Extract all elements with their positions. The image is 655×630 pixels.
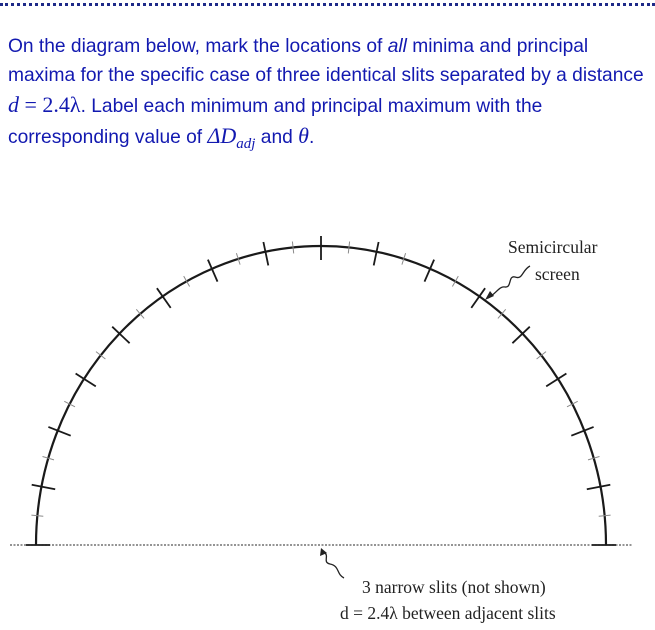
delta-d-subscript: adj <box>236 136 256 152</box>
screen-tick-mark <box>512 327 529 344</box>
screen-pointer-arrow <box>488 266 530 298</box>
screen-tick-mark <box>348 242 349 254</box>
question-end: . <box>308 127 315 148</box>
screen-tick-marks <box>26 236 616 545</box>
screen-tick-mark <box>31 515 43 516</box>
question-part-1: On the diagram below, mark the locations of <box>8 36 388 57</box>
theta-symbol: θ <box>298 123 309 148</box>
question-and: and <box>255 127 299 148</box>
slits-label-line1: 3 narrow slits (not shown) <box>362 577 546 597</box>
screen-tick-mark <box>112 327 129 344</box>
d-value: = 2.4λ <box>19 92 81 117</box>
question-emphasis-all: all <box>387 36 407 57</box>
semicircular-screen <box>36 246 606 545</box>
d-symbol: d <box>8 92 19 117</box>
screen-tick-mark <box>263 242 268 265</box>
question-part-3: . Label each minimum and principal maximum with the corresponding value of <box>8 96 543 148</box>
question-part-2: minima and principal maxima for the specific case of three identical slits separated by a distance <box>8 36 644 86</box>
screen-tick-mark <box>32 485 56 490</box>
slits-pointer-arrow <box>324 552 344 578</box>
delta-d-symbol: ΔD <box>207 123 237 148</box>
screen-tick-mark <box>587 485 611 490</box>
screen-pointer-arrowhead <box>485 291 494 300</box>
slits-label-line2: d = 2.4λ between adjacent slits <box>340 603 556 623</box>
screen-label-line2: screen <box>535 264 580 284</box>
screen-tick-mark <box>292 242 293 254</box>
screen-tick-mark <box>599 515 611 516</box>
screen-label-line1: Semicircular <box>508 237 598 257</box>
screen-tick-mark <box>374 242 379 265</box>
